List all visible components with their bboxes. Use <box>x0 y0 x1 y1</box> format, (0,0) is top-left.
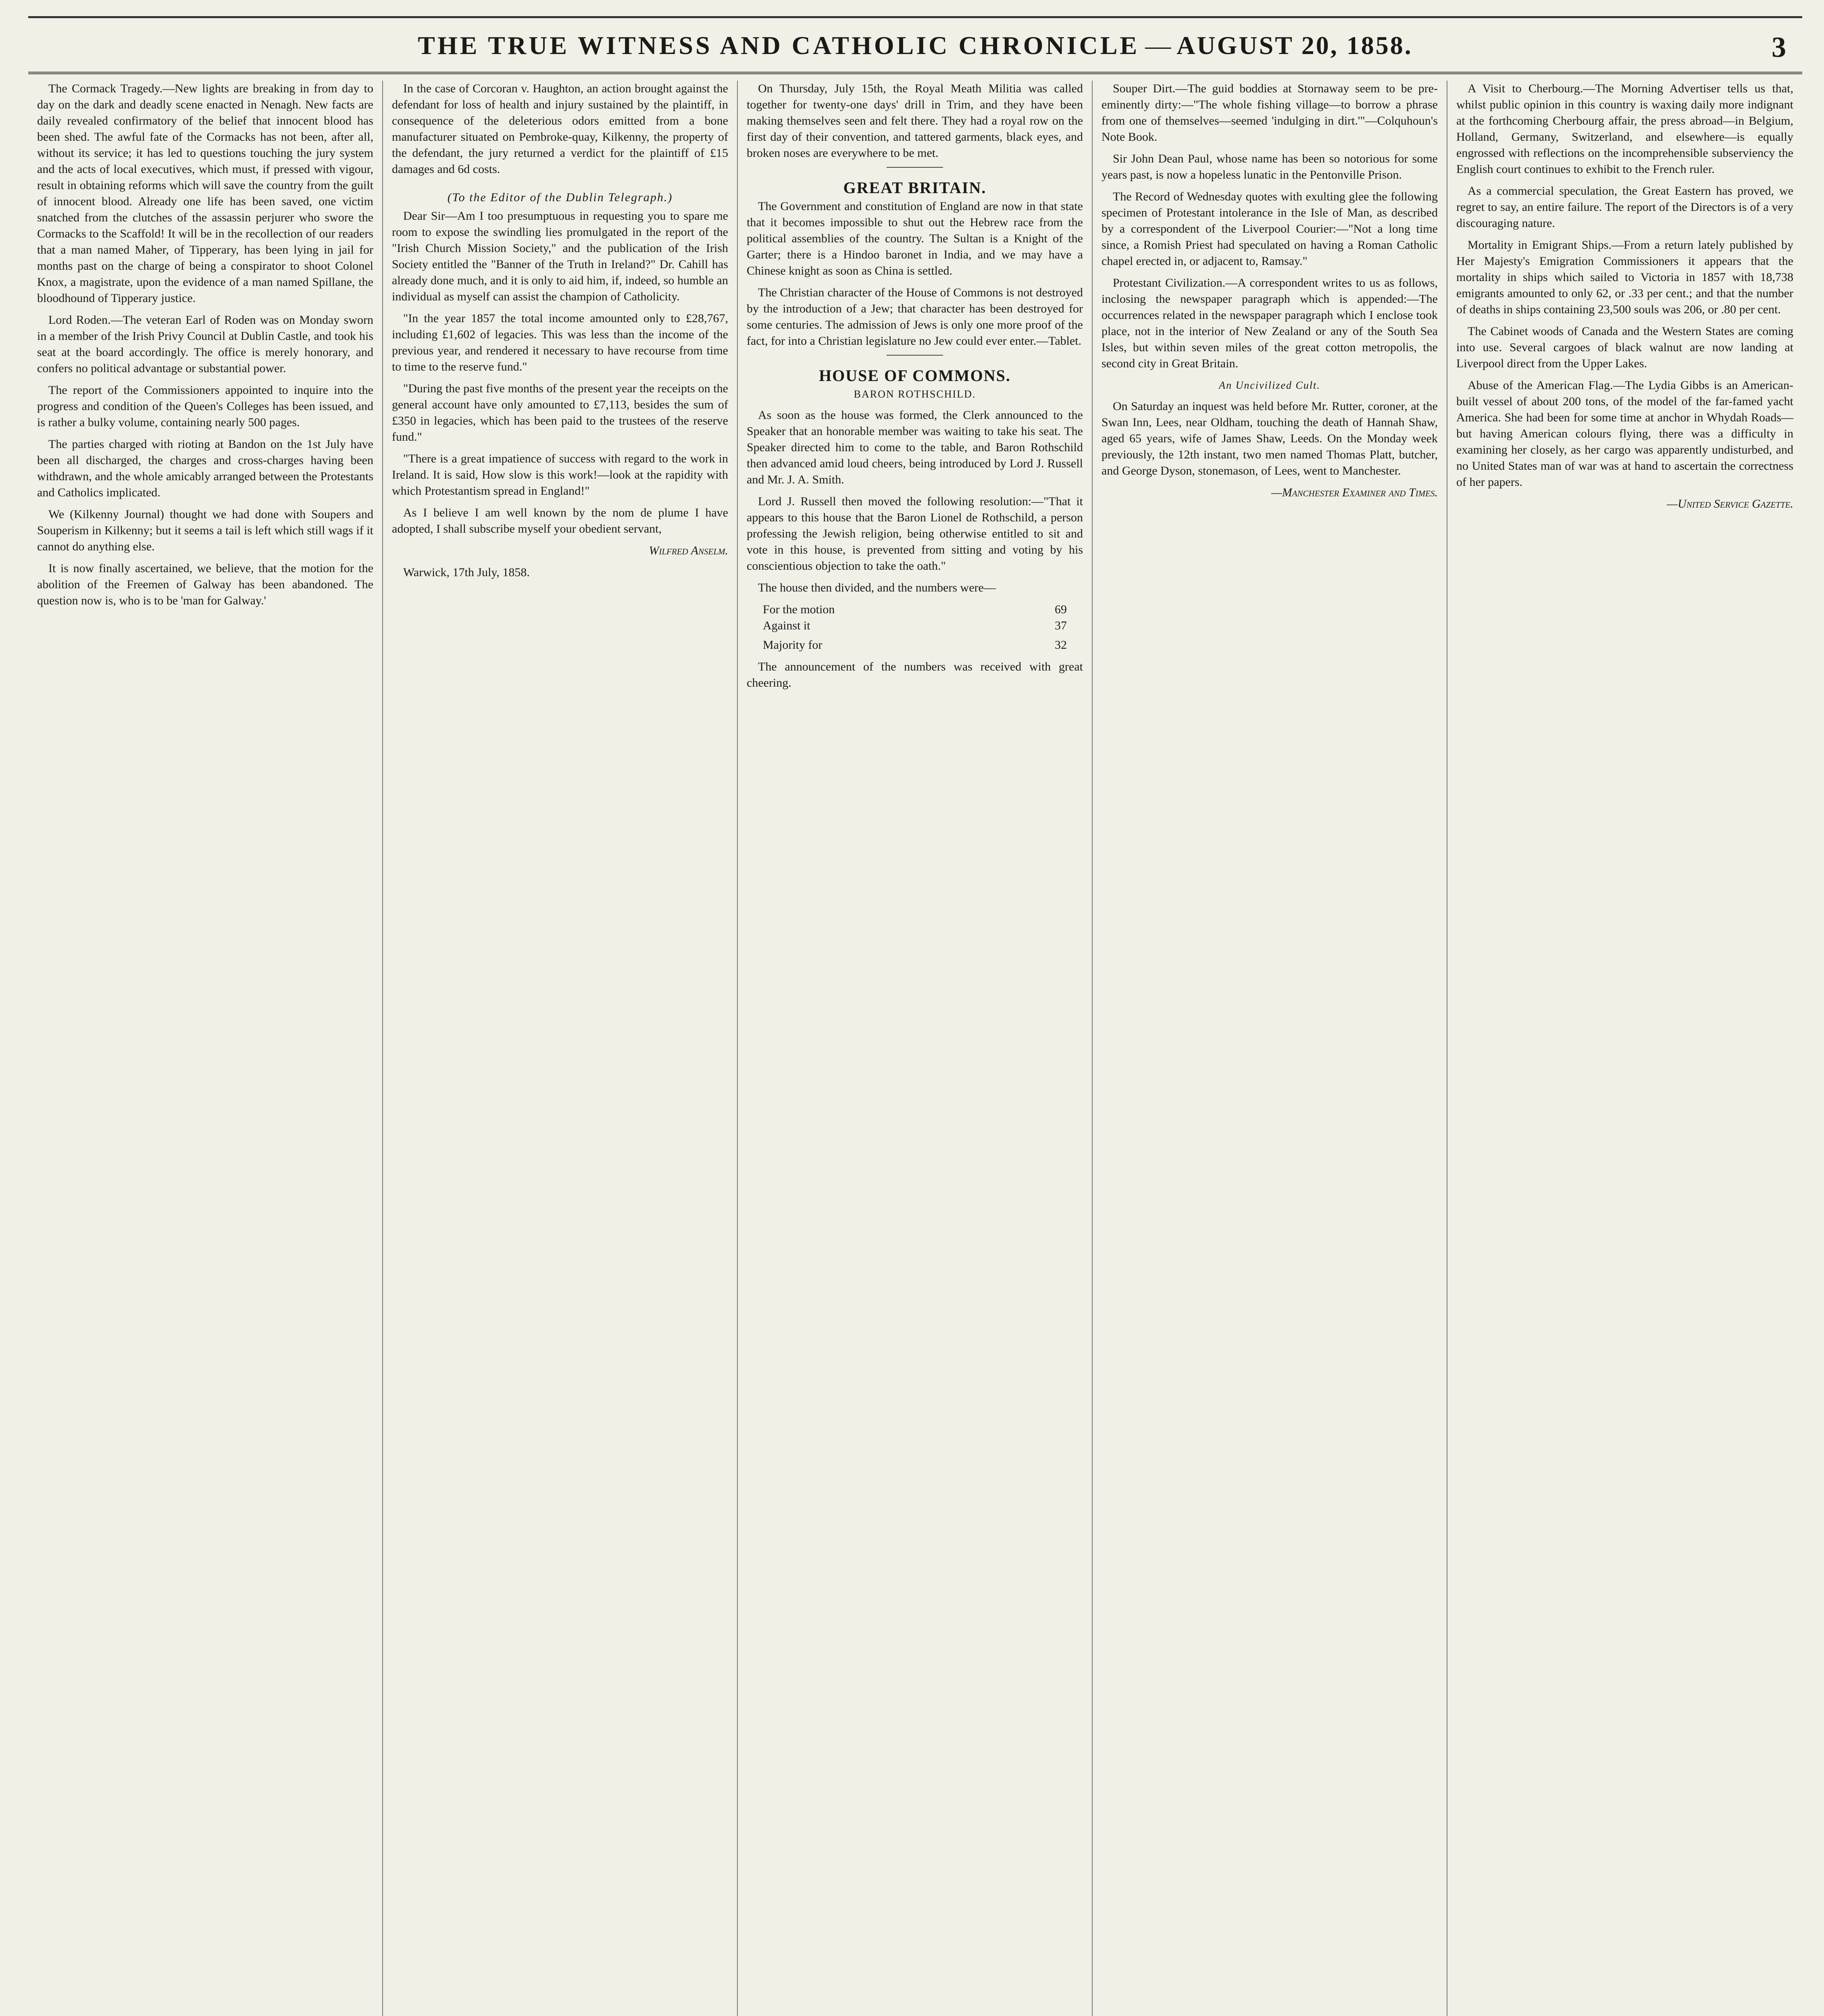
vote-count: 69 <box>1055 603 1067 616</box>
letter-paragraph: As I believe I am well known by the nom de plume I have adopted, I shall subscribe myself your obedient servant, <box>392 506 728 535</box>
article-kilkenny-soupers: We (Kilkenny Journal) thought we had done with Soupers and Souperism in Kilkenny; but it seems a tail is left which still wags if it cannot do anything else. <box>37 508 373 553</box>
letter-dateline: Warwick, 17th July, 1858. <box>403 566 530 579</box>
letter-paragraph: "There is a great impatience of success with regard to the work in Ireland. It is said, How slow is this work!—look at the rapidity with which Protestantism spread in England!" <box>392 452 728 498</box>
section-rule <box>887 167 943 168</box>
heading-great-britain: GREAT BRITAIN. <box>843 179 987 197</box>
article-meath-militia: On Thursday, July 15th, the Royal Meath Militia was called together for twenty-one days' drill in Trim, and they have been making themselves seen and felt there. They had a royal row on the first day of their convention, and tattered garments, black eyes, and broken noses are everywhere to be met. <box>747 82 1083 160</box>
article-corcoran-haughton: In the case of Corcoran v. Haughton, an action brought against the defendant for loss of health and injury sustained by the plaintiff, in consequence of the deleterious odors emitted from a bone manufacturer situated on Pembroke-quay, Kilkenny, the property of the defendant, the jury returned a verdict for the plaintiff of £15 damages and 6d costs. <box>392 82 728 176</box>
vote-label: Majority for <box>763 638 822 652</box>
vote-row-against <box>747 618 1083 634</box>
top-rule <box>28 16 1802 18</box>
letter-signature: Wilfred Anselm. <box>649 544 728 557</box>
letter-paragraph: "In the year 1857 the total income amounted only to £28,767, including £1,602 of legacies. This was less than the income of the previous year, and rendered it necessary to have recourse from time to time to the reserve fund." <box>392 312 728 373</box>
article-canada-woods: The Cabinet woods of Canada and the Western States are coming into use. Several cargoes of black walnut are now landing at Liverpool direct from the Upper Lakes. <box>1456 325 1793 370</box>
column-3 <box>738 81 1093 2016</box>
article-paragraph: As soon as the house was formed, the Clerk announced to the Speaker that an honorable member was waiting to take his seat. The Speaker directed him to come to the table, and Baron Rothschild then advanced amid loud cheers, being introduced by Lord J. Russell and Mr. J. A. Smith. <box>747 408 1083 486</box>
column-1 <box>28 81 383 2016</box>
article-paragraph: The house then divided, and the numbers were— <box>758 581 996 594</box>
article-cherbourg: A Visit to Cherbourg.—The Morning Advertiser tells us that, whilst public opinion in this country is waxing daily more indignant at the forthcoming Cherbourg affair, the press abroad—in Belgium, Holland, Germany, Switzerland, and elsewhere—is equally engrossed with reflections on the incomprehensible subserviency the English court continues to exhibit to the French ruler. <box>1456 82 1793 176</box>
article-paragraph: The announcement of the numbers was received with great cheering. <box>747 660 1083 689</box>
article-inquest: On Saturday an inquest was held before Mr. Rutter, coroner, at the Swan Inn, Lees, near Oldham, touching the death of Hannah Shaw, aged 65 years, wife of James Shaw, Leeds. On the Monday week previously, the 12th instant, two men named Thomas Platt, butcher, and George Dyson, stonemason, of Lees, went to Manchester. <box>1101 400 1438 477</box>
article-paragraph: The Christian character of the House of Commons is not destroyed by the introduction of a Jew; that character has been destroyed for some centuries. The admission of Jews is only one more proof of the fact, for into a Christian legislature no Jew could ever enter.—Tablet. <box>747 286 1083 348</box>
article-great-eastern: As a commercial speculation, the Great Eastern has proved, we regret to say, an entire failure. The report of the Directors is of a very discouraging nature. <box>1456 184 1793 230</box>
column-5 <box>1447 81 1802 2016</box>
letter-paragraph: "During the past five months of the present year the receipts on the general account have only amounted to £7,113, besides the sum of £350 in legacies, which has been paid to the trustees of the reserve fund." <box>392 382 728 444</box>
article-isle-of-man: The Record of Wednesday quotes with exulting glee the following specimen of Protestant intolerance in the Isle of Man, as described by a correspondent of the Liverpool Courier:—"Not a long time since, a Romish Priest had speculated on having a Roman Catholic chapel erected in, or adjacent to, Ramsay." <box>1101 190 1438 268</box>
letter-header: (To the Editor of the Dublin Telegraph.) <box>447 191 673 204</box>
article-paragraph: Lord J. Russell then moved the following resolution:—"That it appears to this house that the Baron Lionel de Rothschild, a person professing the Jewish religion, being otherwise entitled to sit and vote in this house, is prevented from sitting and voting by his conscientious objection to take the oath." <box>747 495 1083 573</box>
article-galway-freemen: It is now finally ascertained, we believe, that the motion for the abolition of the Freemen of Galway has been abandoned. The question now is, who is to be 'man for Galway.' <box>37 562 373 607</box>
column-4 <box>1093 81 1447 2016</box>
article-queens-colleges: The report of the Commissioners appointed to inquire into the progress and condition of the Queen's Colleges has been issued, and is rather a bulky volume, containing nearly 500 pages. <box>37 383 373 429</box>
issue-date: AUGUST 20, 1858. <box>1176 31 1413 60</box>
vote-label: Against it <box>763 619 810 632</box>
article-columns <box>28 81 1802 2016</box>
vote-count: 32 <box>1055 638 1067 652</box>
section-rule <box>887 355 943 356</box>
masthead <box>28 19 1802 74</box>
article-cormack-tragedy: The Cormack Tragedy.—New lights are breaking in from day to day on the dark and deadly scene enacted in Nenagh. New facts are daily revealed confirmatory of the belief that innocent blood has been shed. The awful fate of the Cormacks has not been, after all, without its service; it has led to questions touching the jury system and the acts of local executives, which must, if pressed with vigour, result in obtaining reforms which will save the country from the guilt of innocent blood. Already one life has been saved, one victim snatched from the clutches of the assassin perjurer who swore the Cormacks to the Scaffold! It will be in the recollection of our readers that a man named Maher, of Tipperary, has been lying in jail for months past on the charge of being a conspirator to shoot Colonel Knox, a magistrate, upon the evidence of a man named Spillane, the bloodhound of Tipperary justice. <box>37 82 373 305</box>
vote-label: For the motion <box>763 603 835 616</box>
page-number: 3 <box>1772 31 1786 63</box>
article-lord-roden: Lord Roden.—The veteran Earl of Roden was on Monday sworn in a member of the Irish Privy Council at Dublin Castle, and took his seat at the board accordingly. The office is merely honorary, and confers no political advantage or substantial power. <box>37 313 373 375</box>
letter-paragraph: Dear Sir—Am I too presumptuous in requesting you to spare me room to expose the swindling lies promulgated in the report of the "Irish Church Mission Society," and the publication of the Irish Society entitled the "Banner of the Truth in Ireland?" Dr. Cahill has already done much, and it is only to aid him, if, indeed, so humble an individual as myself can assist the champion of Catholicity. <box>392 209 728 303</box>
title-dash: — <box>1145 31 1171 60</box>
vote-count: 37 <box>1055 619 1067 632</box>
newspaper-title: THE TRUE WITNESS AND CATHOLIC CHRONICLE <box>418 31 1140 60</box>
article-emigrant-ships: Mortality in Emigrant Ships.—From a return lately published by Her Majesty's Emigration Commissioners it appears that the mortality in ships which sailed to Victoria in 1857 with 18,738 emigrants amounted to only 62, or .33 per cent.; and that the number of deaths in ships containing 23,500 souls was 206, or .80 per cent. <box>1456 238 1793 316</box>
vote-row-majority <box>747 637 1083 653</box>
article-paragraph: The Government and constitution of England are now in that state that it becomes impossible to shut out the Hebrew race from the political assemblies of the country. The Sultan is a Knight of the Garter; there is a Hindoo baronet in India, and we may have a Chinese knight as soon as China is settled. <box>747 200 1083 277</box>
article-bandon-riots: The parties charged with rioting at Bandon on the 1st July have been all discharged, the charges and cross-charges having been withdrawn, and the whole amicably arranged between the Protestants and Catholics implicated. <box>37 437 373 499</box>
heading-house-of-commons: HOUSE OF COMMONS. <box>819 367 1011 385</box>
article-dean-paul: Sir John Dean Paul, whose name has been so notorious for some years past, is now a hopeless lunatic in the Pentonville Prison. <box>1101 152 1438 181</box>
article-attribution: —United Service Gazette. <box>1667 497 1793 510</box>
subheading-uncivilized: An Uncivilized Cult. <box>1219 379 1320 391</box>
subheading-baron-rothschild: BARON ROTHSCHILD. <box>854 388 976 400</box>
article-american-flag: Abuse of the American Flag.—The Lydia Gibbs is an American-built vessel of about 200 tons, of the model of the far-famed yacht America. She had been for some time at anchor in Whydah Roads—but having American colours flying, there was a difficulty in examining her closely, as her cargo was apparently undisturbed, and no United States man of war was at hand to ascertain the correctness of her papers. <box>1456 379 1793 489</box>
article-attribution: —Manchester Examiner and Times. <box>1271 486 1438 499</box>
vote-row-for <box>747 602 1083 618</box>
article-souper-dirt: Souper Dirt.—The guid boddies at Stornaway seem to be pre-eminently dirty:—"The whole fishing village—to borrow a phrase from one of themselves—seemed 'indulging in dirt.'"—Colquhoun's Note Book. <box>1101 82 1438 144</box>
column-2 <box>383 81 738 2016</box>
article-protestant-civilization: Protestant Civilization.—A correspondent writes to us as follows, inclosing the newspaper paragraph which is appended:—The occurrences related in the newspaper paragraph which I enclose took place, not in the interior of New Zealand or any of the South Sea Isles, but within seven miles of the great cotton metropolis, the second city in Great Britain. <box>1101 276 1438 370</box>
